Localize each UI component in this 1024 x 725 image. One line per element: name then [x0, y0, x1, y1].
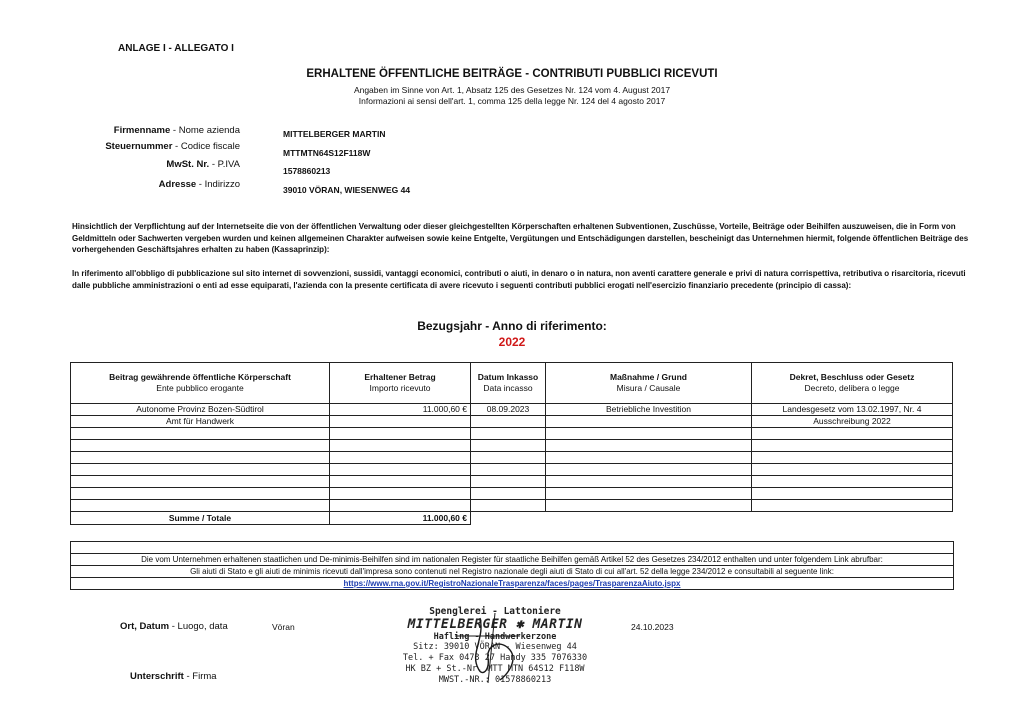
cell-measure [546, 428, 752, 440]
company-name-label: Firmenname - Nome azienda [113, 125, 240, 136]
header-authority: Beitrag gewährende öffentliche Körperschaft Ente pubblico erogante [71, 363, 330, 404]
cell-amount [330, 500, 471, 512]
cell-decree [752, 488, 953, 500]
date-value: 24.10.2023 [631, 622, 674, 632]
table-header-row [71, 363, 953, 404]
place-date-label: Ort, Datum - Luogo, data [120, 621, 228, 632]
cell-measure [546, 452, 752, 464]
subtitle-de: Angaben im Sinne von Art. 1, Absatz 125 des Gesetzes Nr. 124 vom 4. August 2017 [353, 85, 671, 95]
stamp-line-3: Hafling - Handwerkerzone [433, 632, 557, 642]
stamp-line-6: HK BZ + St.-Nr. MTT MTN 64S12 F118W [405, 664, 585, 674]
cell-authority: Autonome Provinz Bozen-Südtirol [71, 404, 330, 416]
header-amount: Erhaltener Betrag Importo ricevuto [330, 363, 471, 404]
declaration-paragraph-it: In riferimento all'obbligo di pubblicazione sul sito internet di sovvenzioni, sussidi, vantaggi economici, contributi o aiuti, in denaro o in natura, non aventi carattere generale e privi di natura corrispettiva, retributiva o risarcitoria, ricevuti dalle pubbliche amministrazioni o enti ad esse equiparati, l'azienda con la presente certificata di avere ricevuto i seguenti contributi pubblici erogati nell'esercizio finanziario precedente (principio di cassa): [72, 269, 966, 290]
reference-year-value: 2022 [498, 335, 526, 349]
table-row [71, 476, 953, 488]
cell-amount [330, 416, 471, 428]
cell-decree: Landesgesetz vom 13.02.1997, Nr. 4 [752, 404, 953, 416]
cell-date [471, 476, 546, 488]
header-decree: Dekret, Beschluss oder Gesetz Decreto, delibera o legge [752, 363, 953, 404]
table-row [71, 440, 953, 452]
register-note-de: Die vom Unternehmen erhaltenen staatlichen und De-minimis-Beihilfen sind im nationalen Register für staatliche Beihilfen gemäß Artikel 52 des Gesetzes 234/2012 enthalten und unter folgendem Link abrufbar: [71, 554, 953, 566]
cell-date [471, 488, 546, 500]
register-link[interactable]: https://www.rna.gov.it/RegistroNazionaleTrasparenza/faces/pages/TrasparenzaAiuto.jspx [343, 579, 681, 588]
reference-year-label: Bezugsjahr - Anno di riferimento: [417, 319, 607, 333]
cell-amount [330, 476, 471, 488]
header-measure: Maßnahme / Grund Misura / Causale [546, 363, 752, 404]
stamp-line-4: Sitz: 39010 VÖRAN - Wiesenweg 44 [413, 642, 577, 652]
vat-label: MwSt. Nr. - P.IVA [166, 159, 240, 170]
table-row [71, 416, 953, 428]
cell-authority [71, 488, 330, 500]
cell-amount [330, 464, 471, 476]
cell-measure: Betriebliche Investition [546, 404, 752, 416]
cell-authority [71, 440, 330, 452]
cell-measure [546, 500, 752, 512]
cell-measure [546, 416, 752, 428]
cell-authority [71, 476, 330, 488]
cell-decree: Ausschreibung 2022 [752, 416, 953, 428]
contributions-table [70, 362, 953, 525]
cell-measure [546, 464, 752, 476]
subtitle-it: Informazioni ai sensi dell'art. 1, comma 125 della legge Nr. 124 del 4 agosto 2017 [358, 96, 666, 106]
tax-code-value: MTTMTN64S12F118W [283, 148, 371, 158]
cell-decree [752, 464, 953, 476]
annex-label: ANLAGE I - ALLEGATO I [118, 43, 234, 54]
cell-authority [71, 452, 330, 464]
stamp-line-5: Tel. + Fax 0473 27 Handy 335 7076330 [402, 653, 588, 663]
cell-amount [330, 488, 471, 500]
signature-label: Unterschrift - Firma [130, 671, 217, 682]
table-row [71, 428, 953, 440]
page-title: ERHALTENE ÖFFENTLICHE BEITRÄGE - CONTRIBUTI PUBBLICI RICEVUTI [306, 68, 718, 80]
table-row [71, 404, 953, 416]
company-name-value: MITTELBERGER MARTIN [283, 129, 386, 139]
cell-amount [330, 440, 471, 452]
table-sum-row [71, 512, 953, 525]
table-row [71, 488, 953, 500]
cell-amount [330, 452, 471, 464]
cell-date [471, 500, 546, 512]
table-row [71, 500, 953, 512]
cell-decree [752, 428, 953, 440]
sum-value: 11.000,60 € [330, 512, 471, 525]
company-stamp [380, 606, 610, 686]
register-note-it: Gli aiuti di Stato e gli aiuti de minimis ricevuti dall'impresa sono contenuti nel Registro nazionale degli aiuti di Stato di cui all'art. 52 della legge 234/2012 e consultabili al seguente link: [71, 566, 953, 578]
cell-authority [71, 428, 330, 440]
cell-date [471, 452, 546, 464]
cell-measure [546, 476, 752, 488]
cell-amount: 11.000,60 € [330, 404, 471, 416]
cell-date: 08.09.2023 [471, 404, 546, 416]
cell-authority [71, 500, 330, 512]
address-value: 39010 VÖRAN, WIESENWEG 44 [283, 185, 411, 195]
cell-decree [752, 452, 953, 464]
stamp-line-2: MITTELBERGER ✱ MARTIN [407, 617, 583, 632]
sum-label: Summe / Totale [71, 512, 330, 525]
cell-measure [546, 440, 752, 452]
vat-value: 1578860213 [283, 166, 331, 176]
cell-date [471, 416, 546, 428]
cell-measure [546, 488, 752, 500]
table-row [71, 464, 953, 476]
stamp-line-7: MWST.-NR.: 01578860213 [438, 675, 552, 685]
cell-date [471, 428, 546, 440]
header-date: Datum Inkasso Data incasso [471, 363, 546, 404]
declaration-paragraph-de: Hinsichtlich der Verpflichtung auf der Internetseite die von der öffentlichen Verwaltung oder dieser gleichgestellten Körperschaften erhaltenen Subventionen, Zuschüsse, Vorteile, Beiträge oder Beihilfen auszuweisen, die in Form von Geldmitteln oder Sachwerten vergeben wurden und keinen allgemeinen Charakter aufweisen sowie keine Entgelte, Vergütungen und Entschädigungen darstellen, bescheinigt das Unternehmen hiermit, folgende öffentlichen Beiträge des vorhergehenden Geschäftsjahres erhalten zu haben (Kassaprinzip): [72, 222, 969, 254]
tax-code-label: Steuernummer - Codice fiscale [105, 141, 240, 152]
cell-authority [71, 464, 330, 476]
cell-decree [752, 476, 953, 488]
register-note-box [70, 541, 954, 590]
cell-amount [330, 428, 471, 440]
cell-date [471, 440, 546, 452]
table-row [71, 452, 953, 464]
place-value: Vöran [272, 622, 295, 632]
cell-decree [752, 440, 953, 452]
address-label: Adresse - Indirizzo [158, 179, 240, 190]
cell-authority: Amt für Handwerk [71, 416, 330, 428]
cell-decree [752, 500, 953, 512]
stamp-line-1: Spenglerei - Lattoniere [429, 606, 561, 617]
cell-date [471, 464, 546, 476]
